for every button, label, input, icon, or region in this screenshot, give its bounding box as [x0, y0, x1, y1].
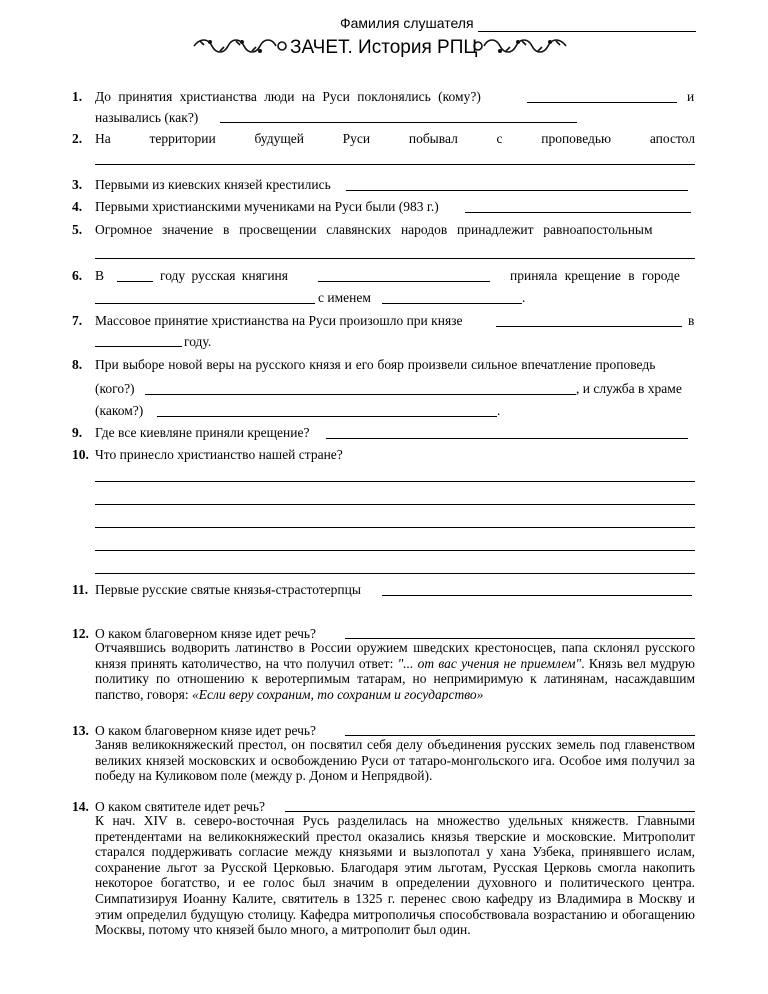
answer-field[interactable]	[346, 190, 688, 191]
question-text: Огромное значение в просвещении славянских народов принадлежит равноапостольным	[95, 222, 653, 237]
question-number: 8.	[72, 357, 83, 372]
question-text: В	[95, 268, 105, 283]
question-number: 14.	[72, 799, 89, 814]
answer-field[interactable]	[326, 438, 688, 439]
question-text: с именем	[318, 290, 371, 305]
answer-field[interactable]	[345, 735, 695, 736]
answer-field[interactable]	[95, 527, 695, 528]
answer-field[interactable]	[345, 638, 695, 639]
answer-field[interactable]	[285, 811, 695, 812]
question-number: 5.	[72, 222, 83, 237]
answer-field[interactable]	[95, 258, 695, 259]
question-text: Первые русские святые князья-страстотерпцы	[95, 582, 361, 597]
answer-field[interactable]	[95, 303, 315, 304]
question-text: Где все киевляне приняли крещение?	[95, 425, 310, 440]
question-text: .	[497, 403, 501, 418]
question-text: При выборе новой веры на русского князя и его бояр произвели сильное впечатление проповедь	[95, 357, 656, 372]
question-number: 6.	[72, 268, 83, 283]
question-text: Массовое принятие христианства на Руси произошло при князе	[95, 313, 463, 328]
question-text: приняла крещение в городе	[510, 268, 680, 283]
student-name-field[interactable]	[478, 31, 696, 32]
question-text: , и служба в храме	[576, 381, 682, 396]
question-number: 3.	[72, 177, 83, 192]
answer-field[interactable]	[95, 550, 695, 551]
question-text: в	[688, 313, 695, 328]
question-text: назывались (как?)	[95, 110, 199, 125]
answer-field[interactable]	[318, 281, 490, 282]
answer-field[interactable]	[382, 595, 692, 596]
page-title: ЗАЧЕТ. История РПЦ	[290, 37, 478, 58]
question-text: Первыми христианскими мучениками на Руси были (983 г.)	[95, 199, 439, 214]
question-text: году.	[184, 334, 212, 349]
question-text: и	[687, 89, 695, 104]
answer-field[interactable]	[95, 481, 695, 482]
answer-field[interactable]	[465, 212, 691, 213]
question-number: 4.	[72, 199, 83, 214]
answer-field[interactable]	[145, 394, 576, 395]
question-number: 9.	[72, 425, 83, 440]
answer-field[interactable]	[382, 303, 522, 304]
question-text: (каком?)	[95, 403, 144, 418]
answer-field[interactable]	[95, 573, 695, 574]
question-text: (кого?)	[95, 381, 135, 396]
question-passage: К нач. XIV в. северо-восточная Русь разделилась на множество удельных княжеств. Главными претендентами на великокняжеский престол оказались князья тверские и московские. Митрополит старался поддерживать согласие между князьями и вызлопотал у хана Узбека, принявшего ислам, сохранение льгот за Русской Церковью. Благодаря этим льготам, Русская Церковь смогла накопить некоторое богатство, и ее голос был значим в определении духовного и политического центра. Симпатизируя Иоанну Калите, святитель в 1325 г. перенес свою кафедру из Владимира в Москву и этим определил будущую столицу. Кафедра митрополичья способствовала возрастанию и обогащению Москвы, потому что князей было много, а митрополит был один.	[95, 813, 695, 938]
question-passage: Заняв великокняжеский престол, он посвятил себя делу объединения русских земель под главенством великих князей московских и освобождению Руси от татаро-монгольского ига. Особое имя получил за победу на Куликовом поле (между р. Доном и Непрядвой).	[95, 737, 695, 784]
question-text: До принятия христианства люди на Руси поклонялись (кому?)	[95, 89, 481, 104]
question-text: Что принесло христианство нашей стране?	[95, 447, 343, 462]
question-number: 11.	[72, 582, 89, 597]
answer-field[interactable]	[157, 416, 497, 417]
question-text: О каком святителе идет речь?	[95, 799, 265, 814]
answer-field[interactable]	[496, 326, 682, 327]
question-passage: Отчаявшись водворить латинство в России оружием шведских крестоносцев, папа склонял русского князя принять католичество, на что получил ответ: "... от вас учения не приемлем". Князь вел мудрую политику по отношению к веротерпимым татарам, но непримиримую к латинянам, насаждавшим папство, говоря: «Если веру сохраним, то сохраним и государство»	[95, 640, 695, 702]
question-number: 7.	[72, 313, 83, 328]
question-number: 10.	[72, 447, 89, 462]
question-text: На территории будущей Руси побывал с проповедью апостол	[95, 131, 695, 146]
question-number: 1.	[72, 89, 83, 104]
question-text: О каком благоверном князе идет речь?	[95, 723, 317, 738]
question-number: 2.	[72, 131, 83, 146]
student-name-label: Фамилия слушателя	[340, 15, 474, 31]
question-text: О каком благоверном князе идет речь?	[95, 626, 317, 641]
left-ornament-icon	[190, 36, 288, 56]
answer-field[interactable]	[117, 281, 153, 282]
answer-field[interactable]	[95, 346, 182, 347]
answer-field[interactable]	[95, 164, 695, 165]
question-number: 12.	[72, 626, 89, 641]
answer-field[interactable]	[527, 102, 677, 103]
answer-field[interactable]	[220, 122, 577, 123]
answer-field[interactable]	[95, 504, 695, 505]
question-text: году русская княгиня	[160, 268, 288, 283]
question-text: .	[522, 290, 526, 305]
question-number: 13.	[72, 723, 89, 738]
right-ornament-icon	[472, 36, 570, 56]
question-text: Первыми из киевских князей крестились	[95, 177, 331, 192]
